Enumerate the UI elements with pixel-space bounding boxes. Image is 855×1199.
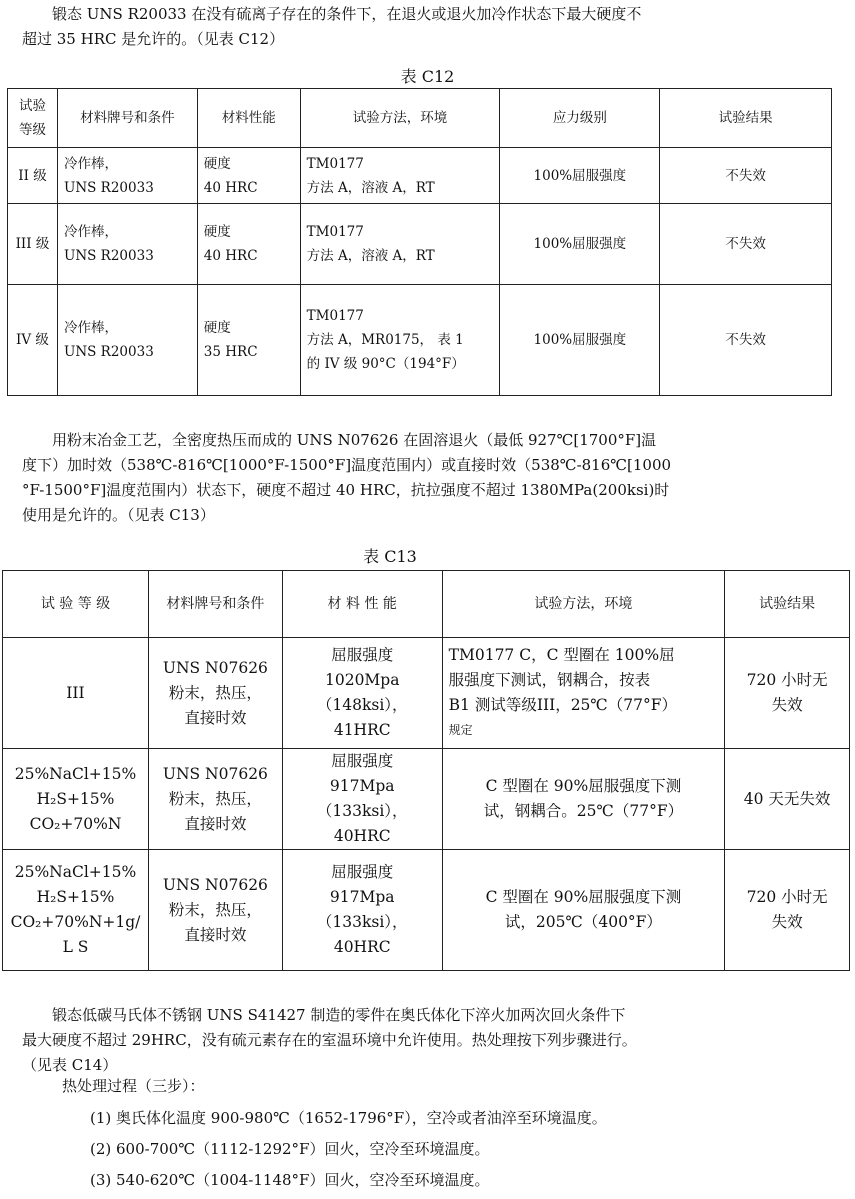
cell-line: CO₂+70%N xyxy=(29,814,122,833)
method-cell xyxy=(300,204,500,285)
column-header: 材料牌号和条件 xyxy=(148,571,282,638)
cell-line: 屈服强度 xyxy=(331,752,394,770)
result-cell xyxy=(725,638,850,749)
method-cell xyxy=(442,638,725,749)
property-cell xyxy=(282,638,442,749)
column-header: 材料牌号和条件 xyxy=(57,89,197,148)
cell-line: 40HRC xyxy=(333,827,391,845)
cell-line: 硬度 xyxy=(203,155,231,172)
result-cell xyxy=(725,749,850,850)
stress-cell: 100%屈服强度 xyxy=(500,148,660,204)
table-row xyxy=(3,850,850,971)
cell-line: 直接时效 xyxy=(184,925,247,944)
material-cell xyxy=(57,148,197,204)
table-row xyxy=(8,285,832,396)
property-cell xyxy=(197,148,300,204)
method-cell xyxy=(300,148,500,204)
result-cell: 不失效 xyxy=(660,204,832,285)
cell-line: L S xyxy=(62,938,89,956)
table-c13-caption: 表 C13 xyxy=(363,547,417,566)
method-cell xyxy=(442,850,725,971)
cell-line: 冷作棒， xyxy=(63,224,118,240)
table-header-row xyxy=(3,571,850,638)
cell-line: 屈服强度 xyxy=(331,646,394,664)
cell-line: 25%NaCl+15% xyxy=(14,764,137,783)
cell-line: 粉末，热压， xyxy=(168,789,262,808)
cell-line: C 型圈在 90%屈服强度下测 xyxy=(485,888,682,906)
cell-line: 粉末，热压， xyxy=(168,683,262,702)
table-row xyxy=(8,204,832,285)
paragraph-n07626 xyxy=(22,428,822,528)
paragraph-line: 度下）加时效（538℃-816℃[1000°F-1500°F]温度范围内）或直接时效（538℃-816℃[1000 xyxy=(22,456,672,474)
paragraph-line: 超过 35 HRC 是允许的。（见表 C12） xyxy=(22,30,285,48)
cell-line: 服强度下测试，钢耦合，按表 xyxy=(448,671,651,689)
cell-line: 方法 A，溶液 A，RT xyxy=(306,179,435,196)
stress-cell: 100%屈服强度 xyxy=(500,285,660,396)
result-cell: 不失效 xyxy=(660,148,832,204)
test-level-cell xyxy=(3,850,149,971)
table-header-row xyxy=(8,89,832,148)
test-level-cell xyxy=(3,638,149,749)
property-cell xyxy=(282,850,442,971)
material-cell xyxy=(57,285,197,396)
column-header: 试验方法，环境 xyxy=(300,89,500,148)
cell-line: TM0177 xyxy=(306,155,364,172)
cell-line: TM0177 C，C 型圈在 100%屈 xyxy=(448,646,675,664)
result-cell: 不失效 xyxy=(660,285,832,396)
cell-line: H₂S+15% xyxy=(36,888,115,906)
cell-line: 屈服强度 xyxy=(331,863,394,881)
method-cell xyxy=(442,749,725,850)
cell-line: TM0177 xyxy=(306,224,364,240)
cell-line: 方法 A，溶液 A，RT xyxy=(306,248,435,264)
cell-line: III xyxy=(66,683,85,702)
cell-line: 720 小时无 xyxy=(746,888,828,906)
paragraph-line: 锻态低碳马氏体不锈钢 UNS S41427 制造的零件在奥氏体化下淬火加两次回火条件下 xyxy=(52,1006,626,1024)
column-header: 应力级别 xyxy=(500,89,660,148)
cell-line: 硬度 xyxy=(203,224,231,240)
material-cell xyxy=(148,638,282,749)
paragraph-line: （见表 C14） xyxy=(22,1056,118,1074)
heat-treatment-step: (3) 540-620℃（1004-1148°F）回火，空冷至环境温度。 xyxy=(90,1171,490,1189)
paragraph-s41427 xyxy=(22,1003,832,1078)
cell-line: 40HRC xyxy=(333,938,391,956)
test-level-cell: II 级 xyxy=(8,148,58,204)
material-cell xyxy=(148,749,282,850)
cell-line: 冷作棒， xyxy=(63,320,118,336)
stress-cell: 100%屈服强度 xyxy=(500,204,660,285)
cell-line: 41HRC xyxy=(333,721,391,739)
cell-line: UNS R20033 xyxy=(63,179,154,196)
test-level-cell xyxy=(3,749,149,850)
cell-line: 25%NaCl+15% xyxy=(14,863,137,881)
paragraph-line: 使用是允许的。（见表 C13） xyxy=(22,506,215,524)
cell-line: 试，205℃（400°F） xyxy=(504,913,662,931)
cell-line: 720 小时无 xyxy=(746,671,828,689)
property-cell xyxy=(282,749,442,850)
material-cell xyxy=(148,850,282,971)
intro-paragraph-r20033 xyxy=(22,2,812,52)
property-cell xyxy=(197,204,300,285)
column-header: 试验等级 xyxy=(8,89,58,148)
column-header: 试 验 等 级 xyxy=(3,571,149,638)
cell-line: C 型圈在 90%屈服强度下测 xyxy=(485,777,682,795)
paragraph-line: 用粉末冶金工艺，全密度热压而成的 UNS N07626 在固溶退火（最低 927℃[1700°F]温 xyxy=(52,431,657,449)
cell-line: UNS N07626 xyxy=(162,764,268,783)
column-header: 试验方法，环境 xyxy=(442,571,725,638)
cell-line: UNS R20033 xyxy=(63,248,154,264)
cell-line: 40 天无失效 xyxy=(743,789,831,808)
material-cell xyxy=(57,204,197,285)
heat-treatment-step: (2) 600-700℃（1112-1292°F）回火，空冷至环境温度。 xyxy=(90,1140,490,1158)
cell-line: 35 HRC xyxy=(203,344,258,360)
cell-line: 冷作棒， xyxy=(63,155,118,172)
cell-line: （148ksi）， xyxy=(316,696,408,714)
method-cell xyxy=(300,285,500,396)
cell-line: TM0177 xyxy=(306,308,364,324)
paragraph-line: °F-1500°F]温度范围内）状态下，硬度不超过 40 HRC，抗拉强度不超过 1380MPa(200ksi)时 xyxy=(22,481,670,499)
table-row xyxy=(3,638,850,749)
cell-line: 的 IV 级 90°C（194°F） xyxy=(306,356,465,372)
cell-line: 粉末，热压， xyxy=(168,900,262,919)
cell-line: 失效 xyxy=(771,913,803,931)
heat-treatment-steps xyxy=(90,1103,607,1196)
column-header: 试验结果 xyxy=(725,571,850,638)
cell-line: B1 测试等级III，25℃（77°F） xyxy=(448,696,677,714)
cell-line: 917Mpa（133ksi）， xyxy=(316,777,408,820)
cell-line: 方法 A，MR0175， 表 1 xyxy=(306,332,464,348)
cell-line: 40 HRC xyxy=(203,179,258,196)
heat-treatment-title: 热处理过程（三步）： xyxy=(62,1077,205,1095)
column-header: 材 料 性 能 xyxy=(282,571,442,638)
cell-line: UNS R20033 xyxy=(63,344,154,360)
cell-line: H₂S+15% xyxy=(36,789,115,808)
heat-treatment-step: (1) 奥氏体化温度 900-980℃（1652-1796°F），空冷或者油淬至环境温度。 xyxy=(90,1109,607,1127)
cell-line: 直接时效 xyxy=(184,708,247,727)
cell-line: 失效 xyxy=(771,696,803,714)
paragraph-line: 锻态 UNS R20033 在没有硫离子存在的条件下，在退火或退火加冷作状态下最大硬度不 xyxy=(52,5,642,23)
test-level-cell: III 级 xyxy=(8,204,58,285)
property-cell xyxy=(197,285,300,396)
cell-line: 917Mpa（133ksi）， xyxy=(316,888,408,931)
cell-line: 试，钢耦合。25℃（77°F） xyxy=(483,802,684,820)
cell-line: 1020Mpa xyxy=(324,671,400,689)
column-header: 试验结果 xyxy=(660,89,832,148)
table-row xyxy=(3,749,850,850)
paragraph-line: 最大硬度不超过 29HRC，没有硫元素存在的室温环境中允许使用。热处理按下列步骤进行。 xyxy=(22,1031,637,1049)
column-header: 材料性能 xyxy=(197,89,300,148)
table-c12-caption: 表 C12 xyxy=(400,67,455,86)
table-c12 xyxy=(7,88,832,396)
table-row xyxy=(8,148,832,204)
cell-line: UNS N07626 xyxy=(162,658,268,677)
table-c13 xyxy=(2,570,850,971)
cell-line: CO₂+70%N+1g/ xyxy=(10,913,141,931)
cell-line: 规定 xyxy=(448,723,473,737)
result-cell xyxy=(725,850,850,971)
cell-line: UNS N07626 xyxy=(162,875,268,894)
cell-line: 40 HRC xyxy=(203,248,258,264)
cell-line: 硬度 xyxy=(203,320,231,336)
test-level-cell: IV 级 xyxy=(8,285,58,396)
cell-line: 直接时效 xyxy=(184,814,247,833)
